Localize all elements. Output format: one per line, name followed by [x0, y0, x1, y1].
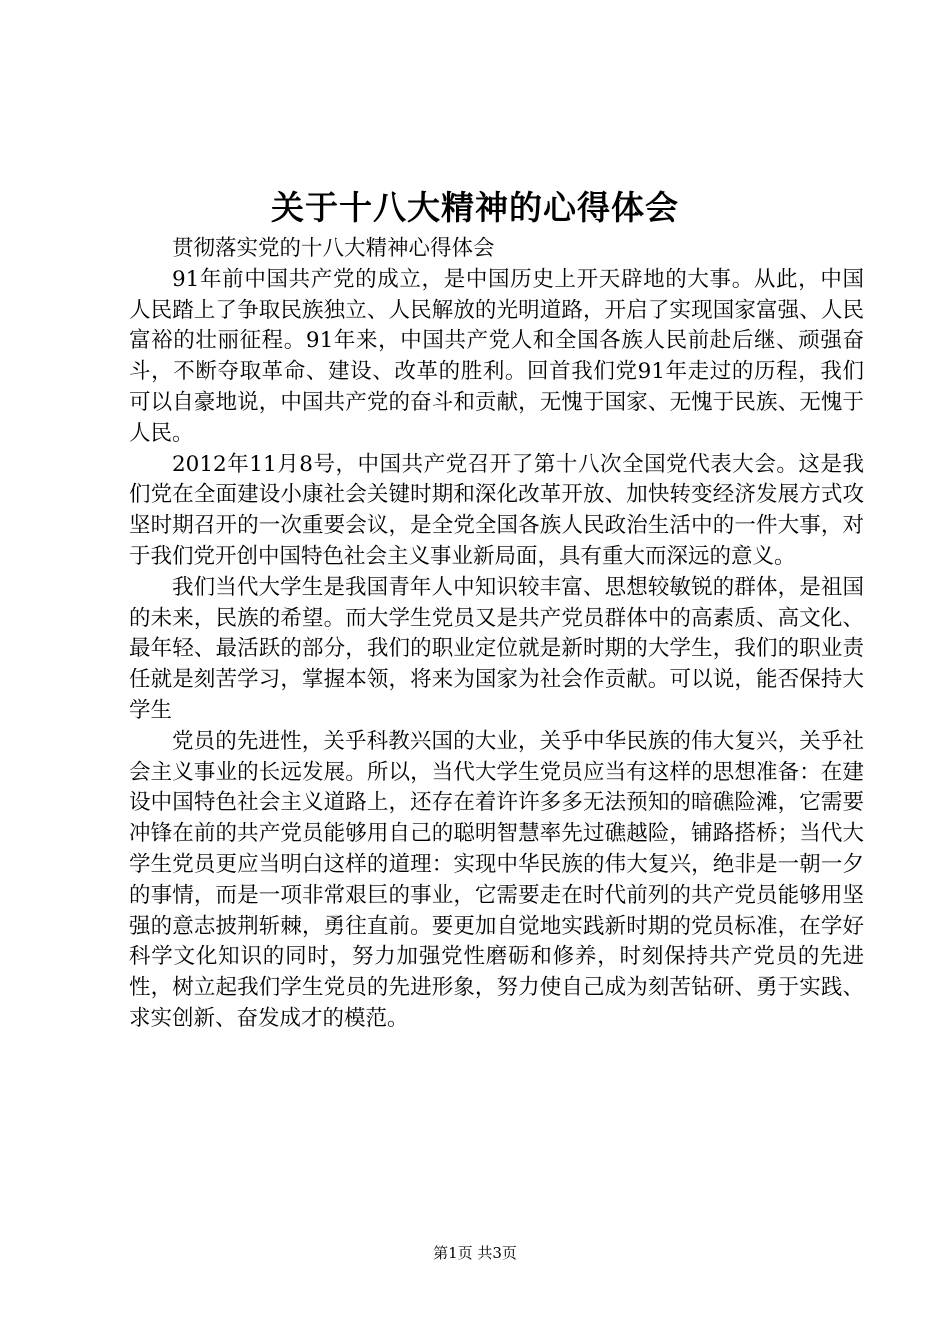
paragraph-subtitle: 贯彻落实党的十八大精神心得体会 — [172, 236, 495, 261]
paragraph: 我们当代大学生是我国青年人中知识较丰富、思想较敏锐的群体，是祖国的未来，民族的希望。而大学生党员又是共产党员群体中的高素质、高文化、最年轻、最活跃的部分，我们的职业定位就是新时期的大学生，我们的职业责任就是刻苦学习，掌握本领，将来为国家为社会作贡献。可以说，能否保持大学生 — [129, 574, 864, 723]
document-body — [129, 234, 864, 1035]
paragraph: 党员的先进性，关乎科教兴国的大业，关乎中华民族的伟大复兴，关乎社会主义事业的长远发展。所以，当代大学生党员应当有这样的思想准备：在建设中国特色社会主义道路上，还存在着许许多多无法预知的暗礁险滩，它需要冲锋在前的共产党员能够用自己的聪明智慧率先过礁越险，铺路搭桥；当代大学生党员更应当明白这样的道理：实现中华民族的伟大复兴，绝非是一朝一夕的事情，而是一项非常艰巨的事业，它需要走在时代前列的共产党员能够用坚强的意志披荆斩棘，勇往直前。要更加自觉地实践新时期的党员标准，在学好科学文化知识的同时，努力加强党性磨砺和修养，时刻保持共产党员的先进性，树立起我们学生党员的先进形象，努力使自己成为刻苦钻研、勇于实践、求实创新、奋发成才的模范。 — [129, 728, 864, 1031]
paragraph: 91年前中国共产党的成立，是中国历史上开天辟地的大事。从此，中国人民踏上了争取民族独立、人民解放的光明道路，开启了实现国家富强、人民富裕的壮丽征程。91年来，中国共产党人和全国各族人民前赴后继、顽强奋斗，不断夺取革命、建设、改革的胜利。回首我们党91年走过的历程，我们可以自豪地说，中国共产党的奋斗和贡献，无愧于国家、无愧于民族、无愧于人民。 — [129, 266, 864, 446]
document-title: 关于十八大精神的心得体会 — [271, 188, 679, 227]
page-number-footer: 第1页 共3页 — [433, 1244, 517, 1262]
paragraph: 2012年11月8号，中国共产党召开了第十八次全国党代表大会。这是我们党在全面建设小康社会关键时期和深化改革开放、加快转变经济发展方式攻坚时期召开的一次重要会议，是全党全国各族人民政治生活中的一件大事，对于我们党开创中国特色社会主义事业新局面，具有重大而深远的意义。 — [129, 451, 864, 569]
